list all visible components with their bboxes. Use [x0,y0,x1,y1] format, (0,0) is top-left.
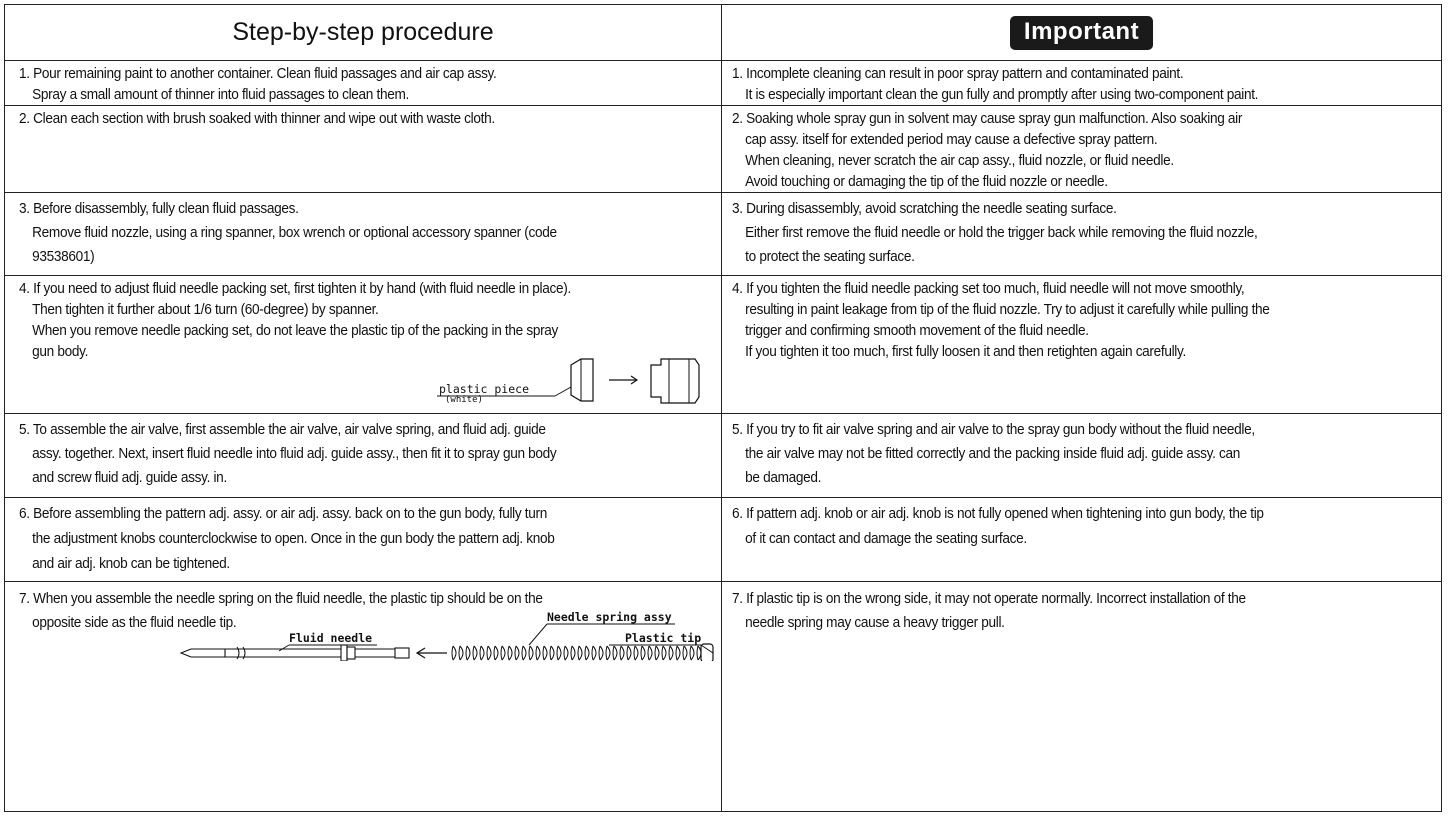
text-line: cap assy. itself for extended period may cause a defective spray pattern. [745,132,1158,148]
label-leader-line [555,387,571,396]
needle-collar [347,647,355,659]
important-note-3 [732,197,1257,269]
row-divider [5,413,1441,414]
text-line: Then tighten it further about 1/6 turn (60-degree) by spanner. [32,302,379,318]
text-line: 6. Before assembling the pattern adj. assy. or air adj. assy. back on to the gun body, fully turn [19,506,547,522]
procedure-step-3 [19,197,557,269]
text-line: the adjustment knobs counterclockwise to open. Once in the gun body the pattern adj. knob [32,531,555,547]
needle-end [395,648,409,658]
needle-spring-coils [452,646,701,660]
text-line: gun body. [32,344,89,360]
plastic-piece-shape [571,359,593,401]
label-leader-line [701,645,713,653]
text-line: It is especially important clean the gun fully and promptly after using two-component paint. [745,87,1259,103]
procedure-step-4 [19,279,571,363]
text-line: 5. To assemble the air valve, first assemble the air valve, air valve spring, and fluid adj. guide [19,422,546,438]
text-line: opposite side as the fluid needle tip. [32,615,237,631]
needle-spring-assy-label: Needle spring assy [547,610,672,624]
plastic-tip-label: Plastic tip [625,631,702,645]
important-note-4 [732,279,1270,363]
packing-set-shape [651,359,699,403]
text-line: Either first remove the fluid needle or hold the trigger back while removing the fluid nozzle, [745,225,1258,241]
text-line: Remove fluid nozzle, using a ring spanner, box wrench or optional accessory spanner (code [32,225,557,241]
text-line: 93538601) [32,249,95,265]
procedure-step-5 [19,418,556,490]
important-column-header [722,5,1441,60]
important-note-1 [732,64,1258,106]
important-note-2 [732,109,1242,193]
text-line: and screw fluid adj. guide assy. in. [32,470,227,486]
header-divider [5,60,1441,61]
important-note-6 [732,502,1264,552]
text-line: resulting in paint leakage from tip of the fluid nozzle. Try to adjust it carefully while pulling the [745,302,1270,318]
text-line: When you remove needle packing set, do not leave the plastic tip of the packing in the spray [32,323,559,339]
text-line: If you tighten it too much, first fully loosen it and then retighten again carefully. [745,344,1186,360]
text-line: 3. Before disassembly, fully clean fluid passages. [19,201,299,217]
text-line: 1. Incomplete cleaning can result in poor spray pattern and contaminated paint. [732,66,1184,82]
needle-spring-figure [155,609,719,661]
procedure-step-6 [19,502,554,577]
text-line: 3. During disassembly, avoid scratching the needle seating surface. [732,201,1117,217]
row-divider [5,581,1441,582]
label-leader-line [529,624,547,645]
column-divider [721,5,722,811]
plastic-piece-figure [433,353,719,411]
text-line: 7. When you assemble the needle spring on the fluid needle, the plastic tip should be on the [19,591,543,607]
text-line: needle spring may cause a heavy trigger pull. [745,615,1005,631]
text-line: 7. If plastic tip is on the wrong side, it may not operate normally. Incorrect installation of the [732,591,1246,607]
text-line: the air valve may not be fitted correctly and the packing inside fluid adj. guide assy. can [745,446,1241,462]
spring-coil [452,646,701,660]
procedure-table [4,4,1442,812]
row-divider [5,497,1441,498]
text-line: 2. Soaking whole spray gun in solvent may cause spray gun malfunction. Also soaking air [732,111,1243,127]
text-line: 4. If you need to adjust fluid needle packing set, first tighten it by hand (with fluid needle in place). [19,281,571,297]
procedure-column-header: Step-by-step procedure [232,18,494,46]
procedure-step-2 [19,109,495,130]
row-divider [5,275,1441,276]
text-line: to protect the seating surface. [745,249,915,265]
procedure-step-1 [19,64,496,106]
important-note-7 [732,587,1246,635]
text-line: and air adj. knob can be tightened. [32,556,230,572]
text-line: 5. If you try to fit air valve spring and air valve to the spray gun body without the fluid needle, [732,422,1255,438]
needle-tip-shape [181,649,225,657]
text-line: Avoid touching or damaging the tip of the fluid nozzle or needle. [745,174,1108,190]
text-line: 6. If pattern adj. knob or air adj. knob is not fully opened when tightening into gun body, the tip [732,506,1264,522]
text-line: assy. together. Next, insert fluid needle into fluid adj. guide assy., then fit it to spray gun body [32,446,557,462]
important-note-5 [732,418,1255,490]
text-line: of it can contact and damage the seating surface. [745,531,1027,547]
text-line: 1. Pour remaining paint to another container. Clean fluid passages and air cap assy. [19,66,497,82]
important-badge: Important [1010,16,1153,50]
text-line: be damaged. [745,470,822,486]
text-line: 2. Clean each section with brush soaked with thinner and wipe out with waste cloth. [19,111,495,127]
needle-collar [341,645,347,661]
label-leader-line [279,645,289,651]
text-line: Spray a small amount of thinner into fluid passages to clean them. [32,87,409,103]
text-line: When cleaning, never scratch the air cap assy., fluid nozzle, or fluid needle. [745,153,1174,169]
white-note-label: (white) [445,395,483,405]
text-line: trigger and confirming smooth movement of the fluid needle. [745,323,1089,339]
text-line: 4. If you tighten the fluid needle packing set too much, fluid needle will not move smoothly, [732,281,1245,297]
fluid-needle-label: Fluid needle [289,631,373,645]
plastic-piece-label: plastic piece [439,382,530,396]
